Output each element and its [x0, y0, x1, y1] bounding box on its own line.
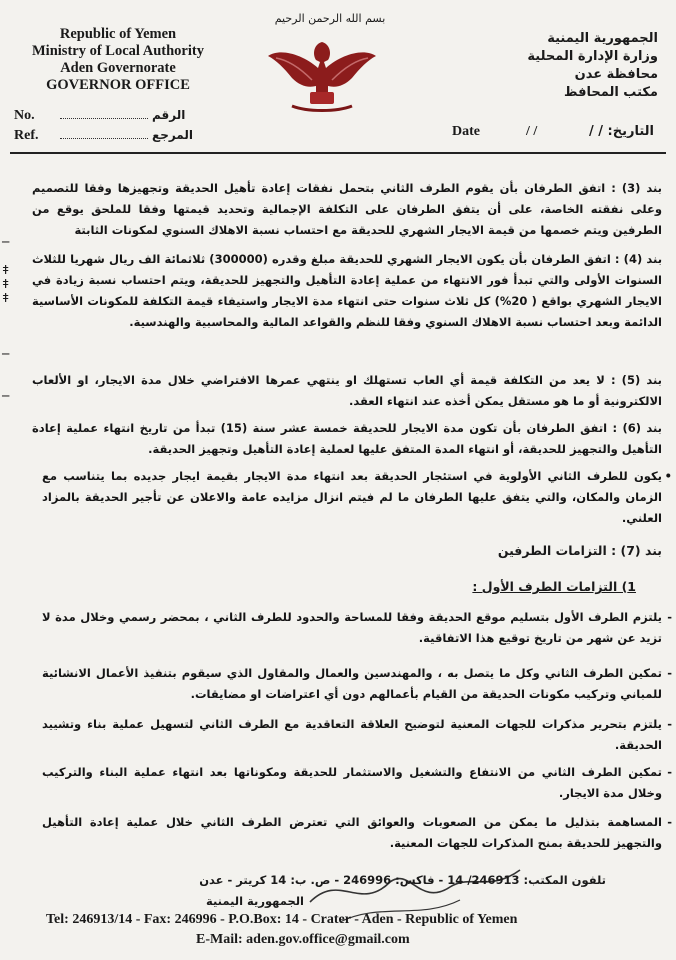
- header-ar-line: الجمهورية اليمنية: [547, 31, 658, 46]
- obligation-text: تمكين الطرف الثاني من الانتفاع والتشغيل والاستثمار للحديقة ومكوناتها بعد انتهاء عملية البناء والتركيب وخلال مدة الايجار.: [42, 765, 662, 800]
- footer-country-ar: الجمهورية اليمنية: [206, 894, 305, 908]
- date-label-ar: التاريخ: / /: [588, 124, 654, 139]
- obligation-text: المساهمة بتذليل ما يمكن من الصعوبات والعوائق التي تعترض الطرف الثاني خلال عملية إعادة التأهيل والتجهيز للحديقة بمنح المذكرات للجهات المعنية.: [42, 815, 662, 850]
- header-ar-line: مكتب المحافظ: [564, 85, 658, 100]
- header-en-line: Aden Governorate: [60, 60, 176, 76]
- header-divider: [10, 152, 666, 154]
- date-label: Date: [452, 124, 480, 139]
- header-en-line: Ministry of Local Authority: [32, 43, 204, 59]
- clause-6-label: بند (6) :: [612, 421, 663, 435]
- margin-marks: ─ ǂ ǂ ǂ ─ ─: [2, 235, 10, 403]
- clause-3-label: بند (3) :: [611, 181, 662, 195]
- obligation-text: يلتزم بتحرير مذكرات للجهات المعنية لتوضيح العلاقة التعاقدية مع الطرف الثاني لتسهيل عملية بناء وتشييد الحديقة.: [42, 717, 662, 752]
- clause-6-priority: • يكون للطرف الثاني الأولوية في استئجار الحديقة بعد انتهاء مدة الايجار بقيمة ايجار جديده بما يتناسب مع الزمان والمكان، والتي يتفق عليها الطرفان ما لم فيتم انزال مزايده عامة والاعلان عن تأجير الحديقة بالمزاد العلني.: [42, 469, 672, 525]
- reference-row: [14, 128, 193, 144]
- list-item: - يلتزم الطرف الأول بتسليم موقع الحديقة وفقا للمساحة والحدود للطرف الثاني ، بمحضر رسمي وخلال مدة لا تزيد عن شهر من تاريخ توقيع هذا الاتفاقية.: [42, 610, 672, 645]
- clause-4: [32, 249, 662, 333]
- obligation-text: يلتزم الطرف الأول بتسليم موقع الحديقة وفقا للمساحة والحدود للطرف الثاني ، بمحضر رسمي وخلال مدة لا تزيد عن شهر من تاريخ توقيع هذا الاتفاقية.: [42, 610, 662, 645]
- header-arabic: [458, 30, 658, 102]
- footer-email: E-Mail: aden.gov.office@gmail.com: [196, 932, 410, 947]
- header-en-line: GOVERNOR OFFICE: [46, 77, 190, 93]
- header-english: [18, 26, 218, 94]
- list-item: - تمكين الطرف الثاني وكل ما يتصل به ، والمهندسين والعمال والمقاول الذي سيقوم بتنفيذ الأعمال الانشائية للمباني وتركيب مكونات الحديقة من القيام بأعمالهم دون أي اعتراضات او مضايقات.: [42, 666, 672, 701]
- clause-5: [32, 370, 662, 412]
- clause-3: [32, 178, 662, 241]
- list-item: - يلتزم بتحرير مذكرات للجهات المعنية لتوضيح العلاقة التعاقدية مع الطرف الثاني لتسهيل عملية بناء وتشييد الحديقة.: [42, 717, 672, 752]
- header-ar-line: وزارة الإدارة المحلية: [527, 49, 658, 64]
- first-party-obligations-heading: 1) التزامات الطرف الأول :: [472, 579, 636, 594]
- footer-contact-ar: تلفون المكتب: 246913/ 14 - فاكس: 246996 - ص. ب: 14 كريتر - عدن: [199, 873, 606, 887]
- reference-label-ar: المرجع: [152, 128, 193, 142]
- number-label: No.: [14, 108, 35, 123]
- number-label-ar: الرقم: [152, 108, 186, 122]
- reference-label: Ref.: [14, 128, 39, 143]
- footer-contact-en: Tel: 246913/14 - Fax: 246996 - P.O.Box: 14 - Crater - Aden - Republic of Yemen: [46, 912, 518, 927]
- yemen-eagle-emblem: [262, 34, 382, 114]
- header-en-line: Republic of Yemen: [59, 26, 177, 42]
- date-slashes: / /: [526, 124, 538, 139]
- clause-6-priority-text: يكون للطرف الثاني الأولوية في استئجار الحديقة بعد انتهاء مدة الايجار بقيمة ايجار جديده بما يتناسب مع الزمان والمكان، والتي يتفق عليها الطرفان ما لم فيتم انزال مزايده عامة والاعلان عن تأجير الحديقة بالمزاد العلني.: [42, 469, 662, 525]
- clause-3-text: اتفق الطرفان بأن يقوم الطرف الثاني بتحمل نفقات إعادة تأهيل الحديقة وتجهيزها وفقا للتصميم وعلى نفقته الخاصة، على أن يتفق الطرفان على التكلفة الإجمالية وتحديد قيمتها وفقا للملحق يوقع من الطرفين ويتم خصمها من قيمة الايجار الشهري للحديقة مع احتساب نسبة الاهلاك السنوي لمكونات الثابتة: [32, 181, 662, 237]
- clause-4-label: بند (4) :: [614, 252, 663, 266]
- basmala: بسم الله الرحمن الرحيم: [274, 12, 386, 25]
- clause-6: [32, 418, 662, 460]
- list-item: - المساهمة بتذليل ما يمكن من الصعوبات والعوائق التي تعترض الطرف الثاني خلال عملية إعادة التأهيل والتجهيز للحديقة بمنح المذكرات للجهات المعنية.: [42, 815, 672, 850]
- clause-7-heading: بند (7) : التزامات الطرفين: [497, 543, 662, 558]
- header-ar-line: محافظة عدن: [574, 67, 658, 82]
- clause-5-text: لا يعد من التكلفة قيمة أي العاب تستهلك او ينتهي عمرها الافتراضي خلال مدة الايجار، او الألعاب الالكترونية أو ما هو مستقل يمكن أخذه عند انتهاء العقد.: [32, 373, 662, 408]
- clause-4-text: اتفق الطرفان بأن يكون الايجار الشهري للحديقة مبلغ وقدره (300000) ثلاثمائة الف ريال شهريا للثلاث السنوات الأولى والتي تبدأ فور الانتهاء من عملية إعادة التأهيل والتجهيز للحديقة، ويتم احتساب نسبة زيادة في الايجار الشهري بواقع ( 20%) كل ثلاث سنوات حتى انتهاء مدة الايجار واستيفاء قيمة التكلفة للمكونات الأساسية الدائمة وبعد احتساب نسبة الاهلاك السنوي وفقا للنظم والقواعد المالية والمحاسبية والهندسية.: [32, 252, 662, 329]
- clause-6-text: اتفق الطرفان بأن تكون مدة الايجار للحديقة خمسة عشر سنة (15) تبدأ من تاريخ انتهاء عملية إعادة التأهيل والتجهيز للحديقة، أو انتهاء المدة المتفق عليها لعملية إعادة التأهيل وتجهيز الحديقة.: [32, 421, 662, 456]
- obligation-text: تمكين الطرف الثاني وكل ما يتصل به ، والمهندسين والعمال والمقاول الذي سيقوم بتنفيذ الأعمال الانشائية للمباني وتركيب مكونات الحديقة من القيام بأعمالهم دون أي اعتراضات او مضايقات.: [42, 666, 662, 701]
- clause-5-label: بند (5) :: [610, 373, 662, 387]
- number-row: [14, 108, 185, 124]
- list-item: - تمكين الطرف الثاني من الانتفاع والتشغيل والاستثمار للحديقة ومكوناتها بعد انتهاء عملية البناء والتركيب وخلال مدة الايجار.: [42, 765, 672, 800]
